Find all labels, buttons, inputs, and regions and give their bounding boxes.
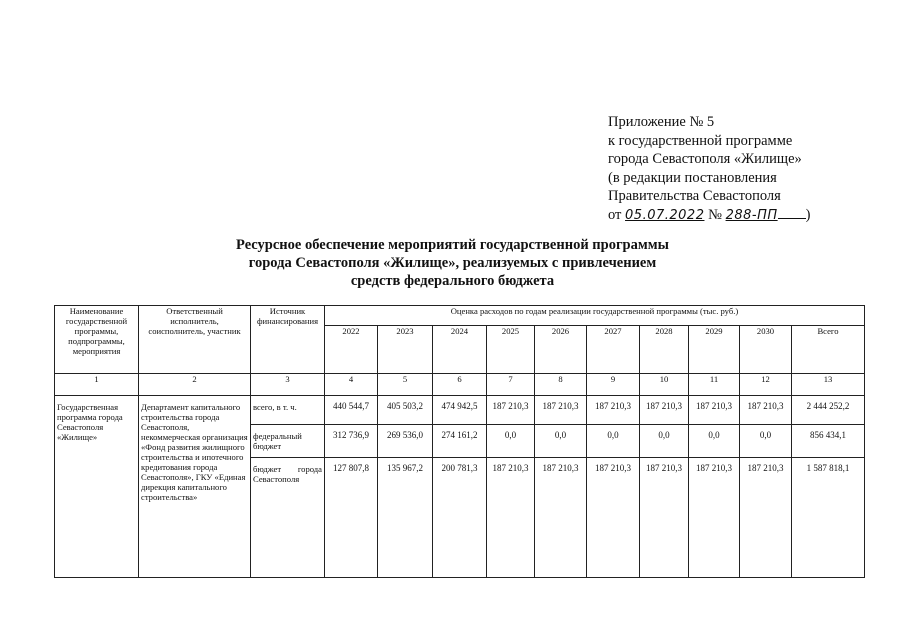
column-number: 11	[689, 374, 740, 396]
year-header: 2025	[487, 326, 535, 374]
year-header: 2027	[587, 326, 640, 374]
resolution-number: 288-ПП	[725, 207, 778, 223]
value-cell: 187 210,3	[689, 458, 740, 578]
value-cell: 187 210,3	[689, 396, 740, 425]
value-cell: 187 210,3	[587, 458, 640, 578]
annex-line-4: (в редакции постановления	[608, 169, 777, 186]
document-title	[200, 236, 705, 290]
value-cell: 187 210,3	[487, 396, 535, 425]
value-cell: 187 210,3	[640, 458, 689, 578]
column-number: 4	[325, 374, 378, 396]
column-number: 12	[740, 374, 792, 396]
value-cell: 200 781,3	[433, 458, 487, 578]
header-name: Наименование государственной программы, подпрограммы, мероприятия	[55, 306, 139, 374]
column-number: 8	[535, 374, 587, 396]
value-cell: 187 210,3	[535, 396, 587, 425]
column-number: 13	[792, 374, 865, 396]
number-underline	[778, 217, 806, 219]
title-line-2: города Севастополя «Жилище», реализуемых с привлечением	[248, 255, 657, 271]
table-row	[55, 396, 865, 425]
annex-line-3: города Севастополя «Жилище»	[608, 151, 802, 167]
column-number: 7	[487, 374, 535, 396]
value-cell: 0,0	[640, 425, 689, 458]
column-number: 6	[433, 374, 487, 396]
value-cell: 440 544,7	[325, 396, 378, 425]
year-header: 2029	[689, 326, 740, 374]
resolution-date: 05.07.2022	[625, 207, 705, 223]
source-cell: бюджет города Севастополя	[251, 458, 325, 578]
resource-table	[54, 305, 865, 578]
column-number: 9	[587, 374, 640, 396]
value-cell: 187 210,3	[740, 458, 792, 578]
column-number: 10	[640, 374, 689, 396]
source-cell: федеральный бюджет	[251, 425, 325, 458]
closing-paren: )	[805, 206, 811, 223]
header-source: Источник финансирования	[251, 306, 325, 374]
program-name-cell: Государственная программа города Севастополя «Жилище»	[55, 396, 139, 578]
annex-line-5: Правительства Севастополя	[608, 188, 781, 204]
year-header: 2023	[378, 326, 433, 374]
value-cell: 0,0	[487, 425, 535, 458]
value-cell: 135 967,2	[378, 458, 433, 578]
title-line-3: средств федерального бюджета	[350, 273, 555, 289]
value-cell: 0,0	[587, 425, 640, 458]
header-estimate: Оценка расходов по годам реализации государственной программы (тыс. руб.)	[325, 306, 865, 326]
year-header: 2026	[535, 326, 587, 374]
year-header: 2024	[433, 326, 487, 374]
annex-date-line	[608, 206, 810, 226]
value-cell: 187 210,3	[535, 458, 587, 578]
total-cell: 856 434,1	[792, 425, 865, 458]
column-number: 5	[378, 374, 433, 396]
value-cell: 312 736,9	[325, 425, 378, 458]
header-executor: Ответственный исполнитель, соисполнитель, участник	[139, 306, 251, 374]
value-cell: 405 503,2	[378, 396, 433, 425]
executor-cell: Департамент капитального строительства города Севастополя, некоммерческая организация «Фонд развития жилищного строительства и ипотечного кредитования города Севастополя», ГКУ «Единая дирекция капитального строительства»	[139, 396, 251, 578]
year-header: 2022	[325, 326, 378, 374]
value-cell: 187 210,3	[740, 396, 792, 425]
source-cell: всего, в т. ч.	[251, 396, 325, 425]
value-cell: 274 161,2	[433, 425, 487, 458]
annex-line-1: Приложение № 5	[608, 114, 715, 130]
value-cell: 187 210,3	[640, 396, 689, 425]
column-number: 1	[55, 374, 139, 396]
total-header: Всего	[792, 326, 865, 374]
year-header: 2030	[740, 326, 792, 374]
total-cell: 1 587 818,1	[792, 458, 865, 578]
value-cell: 187 210,3	[487, 458, 535, 578]
title-line-1: Ресурсное обеспечение мероприятий государственной программы	[236, 237, 669, 253]
value-cell: 127 807,8	[325, 458, 378, 578]
value-cell: 0,0	[740, 425, 792, 458]
number-label: №	[708, 206, 722, 223]
value-cell: 474 942,5	[433, 396, 487, 425]
value-cell: 187 210,3	[587, 396, 640, 425]
column-number: 3	[251, 374, 325, 396]
annex-line-2: к государственной программе	[608, 132, 793, 149]
value-cell: 0,0	[689, 425, 740, 458]
value-cell: 0,0	[535, 425, 587, 458]
value-cell: 269 536,0	[378, 425, 433, 458]
total-cell: 2 444 252,2	[792, 396, 865, 425]
from-label: от	[608, 206, 622, 223]
column-number: 2	[139, 374, 251, 396]
annex-block	[608, 113, 810, 225]
year-header: 2028	[640, 326, 689, 374]
